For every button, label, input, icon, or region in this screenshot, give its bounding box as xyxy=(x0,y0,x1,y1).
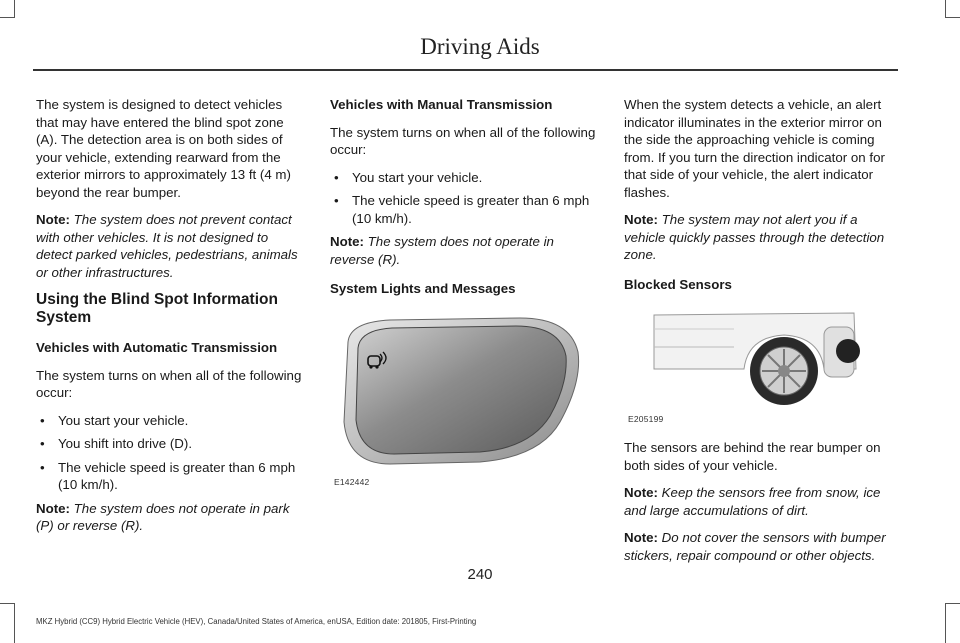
note-text: Keep the sensors free from snow, ice and large accumulations of dirt. xyxy=(624,485,881,518)
list-item: • You shift into drive (D). xyxy=(36,435,306,453)
subheading-blocked: Blocked Sensors xyxy=(624,276,732,292)
lead-paragraph: The system turns on when all of the following occur: xyxy=(36,367,302,400)
note-text: The system does not operate in park (P) or reverse (R). xyxy=(36,500,290,533)
note-paragraph xyxy=(36,211,306,281)
subheading-manual: Vehicles with Manual Transmission xyxy=(330,97,553,112)
note-label: Note: xyxy=(624,212,658,227)
list-item: • You start your vehicle. xyxy=(36,412,306,430)
crop-mark-top-right xyxy=(945,17,960,18)
rear-wheel-illustration xyxy=(624,307,894,407)
intro-paragraph: The system is designed to detect vehicles that may have entered the blind spot zone (A). The detection area is on both sides of your vehicle, extending rearward from the exterior mirrors to approximately 13 ft (4 m) beyond the rear bumper. xyxy=(36,97,291,200)
footer-edition-text: MKZ Hybrid (CC9) Hybrid Electric Vehicle (HEV), Canada/United States of America, enUSA, Edition date: 201805, First-Printing xyxy=(36,617,477,626)
bullet-list xyxy=(36,412,306,494)
list-item: • The vehicle speed is greater than 6 mph (10 km/h). xyxy=(330,192,600,227)
crop-mark-top-left xyxy=(0,17,15,18)
figure-code: E205199 xyxy=(628,414,664,424)
crop-mark-bottom-right xyxy=(945,603,960,604)
list-item: • You start your vehicle. xyxy=(330,169,600,187)
crop-mark-bottom-left xyxy=(14,603,15,643)
crop-mark-bottom-right xyxy=(945,603,946,643)
note-label: Note: xyxy=(36,500,70,516)
crop-mark-top-right xyxy=(945,0,946,18)
sensor-figure xyxy=(624,307,894,427)
mirror-illustration xyxy=(330,312,590,472)
note-label: Note: xyxy=(624,530,658,545)
note-paragraph xyxy=(330,233,600,268)
section-heading: Using the Blind Spot Information System xyxy=(36,291,278,326)
list-item: • The vehicle speed is greater than 6 mph (10 km/h). xyxy=(36,459,306,494)
note-label: Note: xyxy=(624,485,658,500)
note-text: Do not cover the sensors with bumper stickers, repair compound or other objects. xyxy=(624,530,886,563)
column-middle xyxy=(330,96,600,504)
sensor-icon xyxy=(836,339,860,363)
note-paragraph xyxy=(624,211,894,264)
note-text: The system may not alert you if a vehicle quickly passes through the detection zone. xyxy=(624,212,885,262)
note-label: Note: xyxy=(36,212,70,227)
note-paragraph xyxy=(36,500,306,535)
subheading-automatic: Vehicles with Automatic Transmission xyxy=(36,340,278,355)
crop-mark-top-left xyxy=(14,0,15,18)
column-right xyxy=(624,96,894,574)
note-paragraph xyxy=(624,484,894,519)
figure-code: E142442 xyxy=(334,476,370,487)
subheading-lights: System Lights and Messages xyxy=(330,281,516,296)
note-text: The system does not operate in reverse (R). xyxy=(330,234,554,267)
page-header-title: Driving Aids xyxy=(420,34,540,59)
lead-paragraph: The system turns on when all of the following occur: xyxy=(330,124,596,157)
note-paragraph xyxy=(624,529,894,564)
intro-paragraph: When the system detects a vehicle, an alert indicator illuminates in the exterior mirror on the side the approaching vehicle is coming from. If you turn the direction indicator on for that side of your vehicle, the alert indicator flashes. xyxy=(624,97,885,200)
page-number: 240 xyxy=(467,566,493,583)
crop-mark-bottom-left xyxy=(0,603,15,604)
header-rule xyxy=(33,69,898,71)
mirror-figure xyxy=(330,312,590,492)
note-text: The system does not prevent contact with other vehicles. It is not designed to detect parked vehicles, pedestrians, animals or other infrastructures. xyxy=(36,212,298,280)
note-label: Note: xyxy=(330,234,364,249)
bullet-list xyxy=(330,169,600,228)
sensors-paragraph: The sensors are behind the rear bumper on both sides of your vehicle. xyxy=(624,440,881,473)
column-left xyxy=(36,96,306,545)
